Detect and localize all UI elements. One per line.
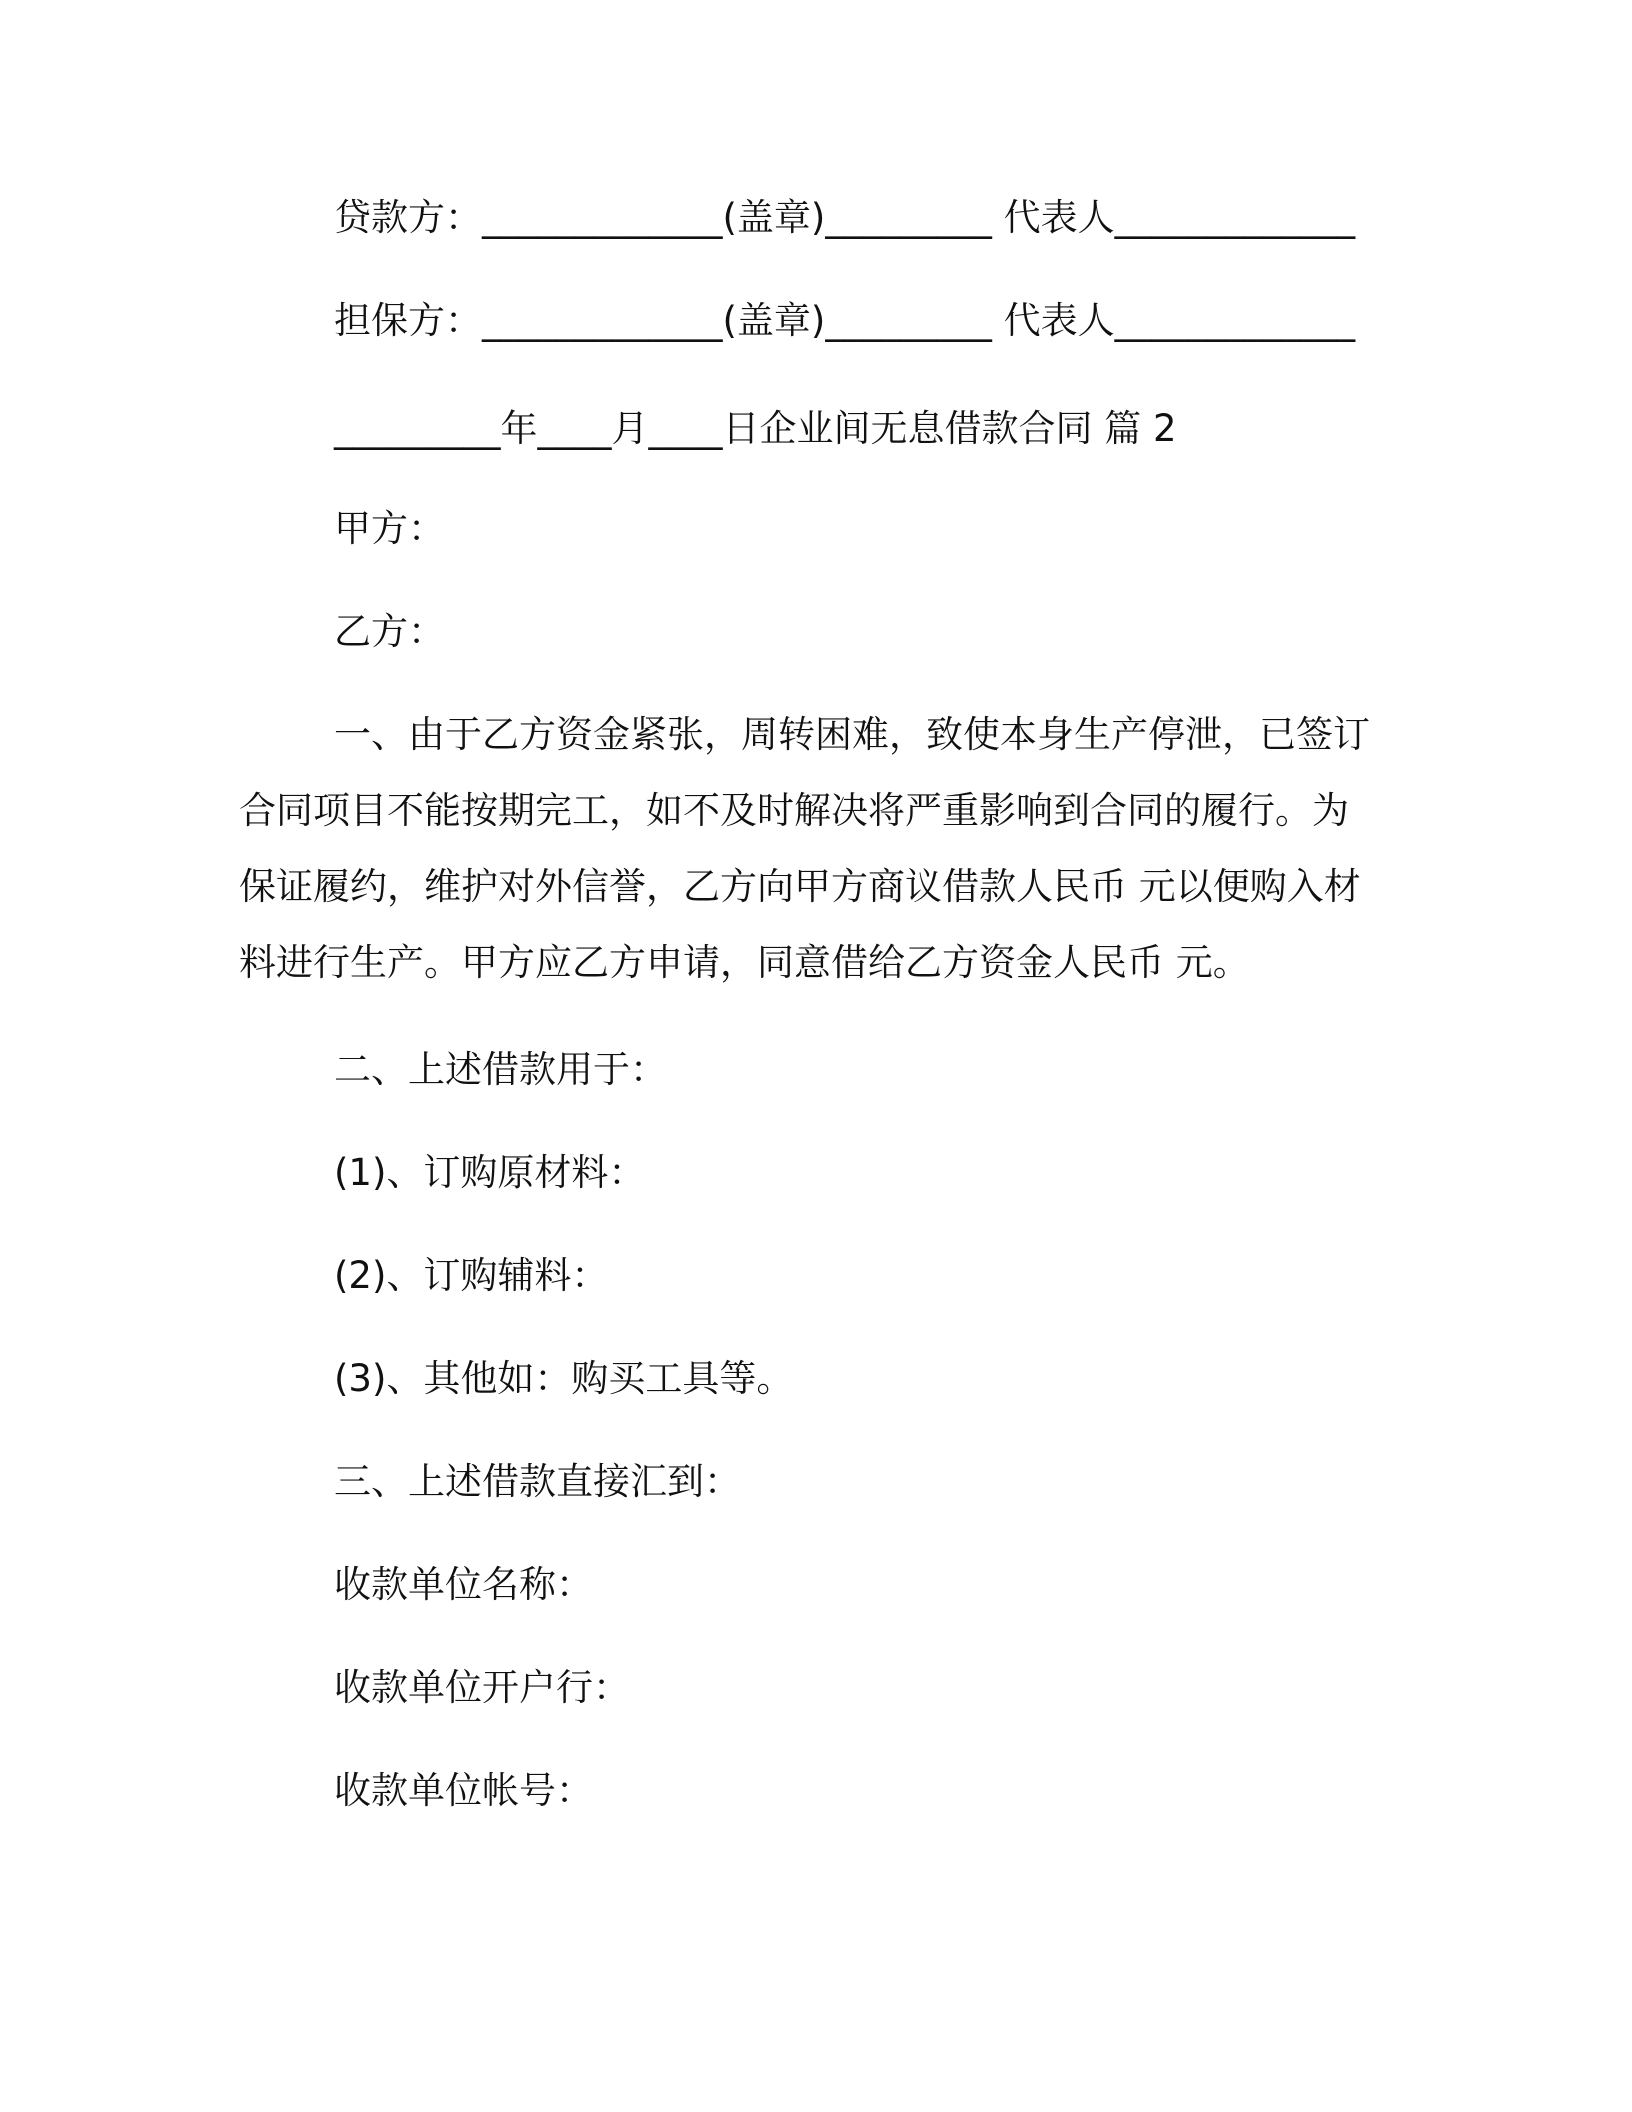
lender-signature-line: 贷款方：_____________(盖章)_________ 代表人_____________ — [334, 196, 1356, 239]
clause-2-item-2: (2)、订购辅料： — [334, 1254, 609, 1297]
clause-1-line-2: 合同项目不能按期完工，如不及时解决将严重影响到合同的履行。为 — [239, 789, 1349, 832]
party-a-label: 甲方： — [334, 507, 445, 550]
clause-1-line-1: 一、由于乙方资金紧张，周转困难，致使本身生产停泄，已签订 — [334, 713, 1370, 756]
payee-account-field: 收款单位帐号： — [334, 1769, 593, 1812]
party-b-label: 乙方： — [334, 610, 445, 653]
clause-1-line-3: 保证履约，维护对外信誉，乙方向甲方商议借款人民币 元以便购入材 — [239, 865, 1361, 908]
clause-3-title: 三、上述借款直接汇到： — [334, 1460, 741, 1503]
date-and-heading-line: _________年____月____日企业间无息借款合同 篇 2 — [334, 407, 1177, 450]
payee-bank-field: 收款单位开户行： — [334, 1666, 630, 1709]
clause-2-item-1: (1)、订购原材料： — [334, 1151, 646, 1194]
clause-2-title: 二、上述借款用于： — [334, 1048, 667, 1091]
clause-1-line-4: 料进行生产。甲方应乙方申请，同意借给乙方资金人民币 元。 — [239, 941, 1250, 984]
payee-name-field: 收款单位名称： — [334, 1563, 593, 1606]
clause-2-item-3: (3)、其他如：购买工具等。 — [334, 1357, 794, 1400]
guarantor-signature-line: 担保方：_____________(盖章)_________ 代表人_____________ — [334, 299, 1356, 342]
